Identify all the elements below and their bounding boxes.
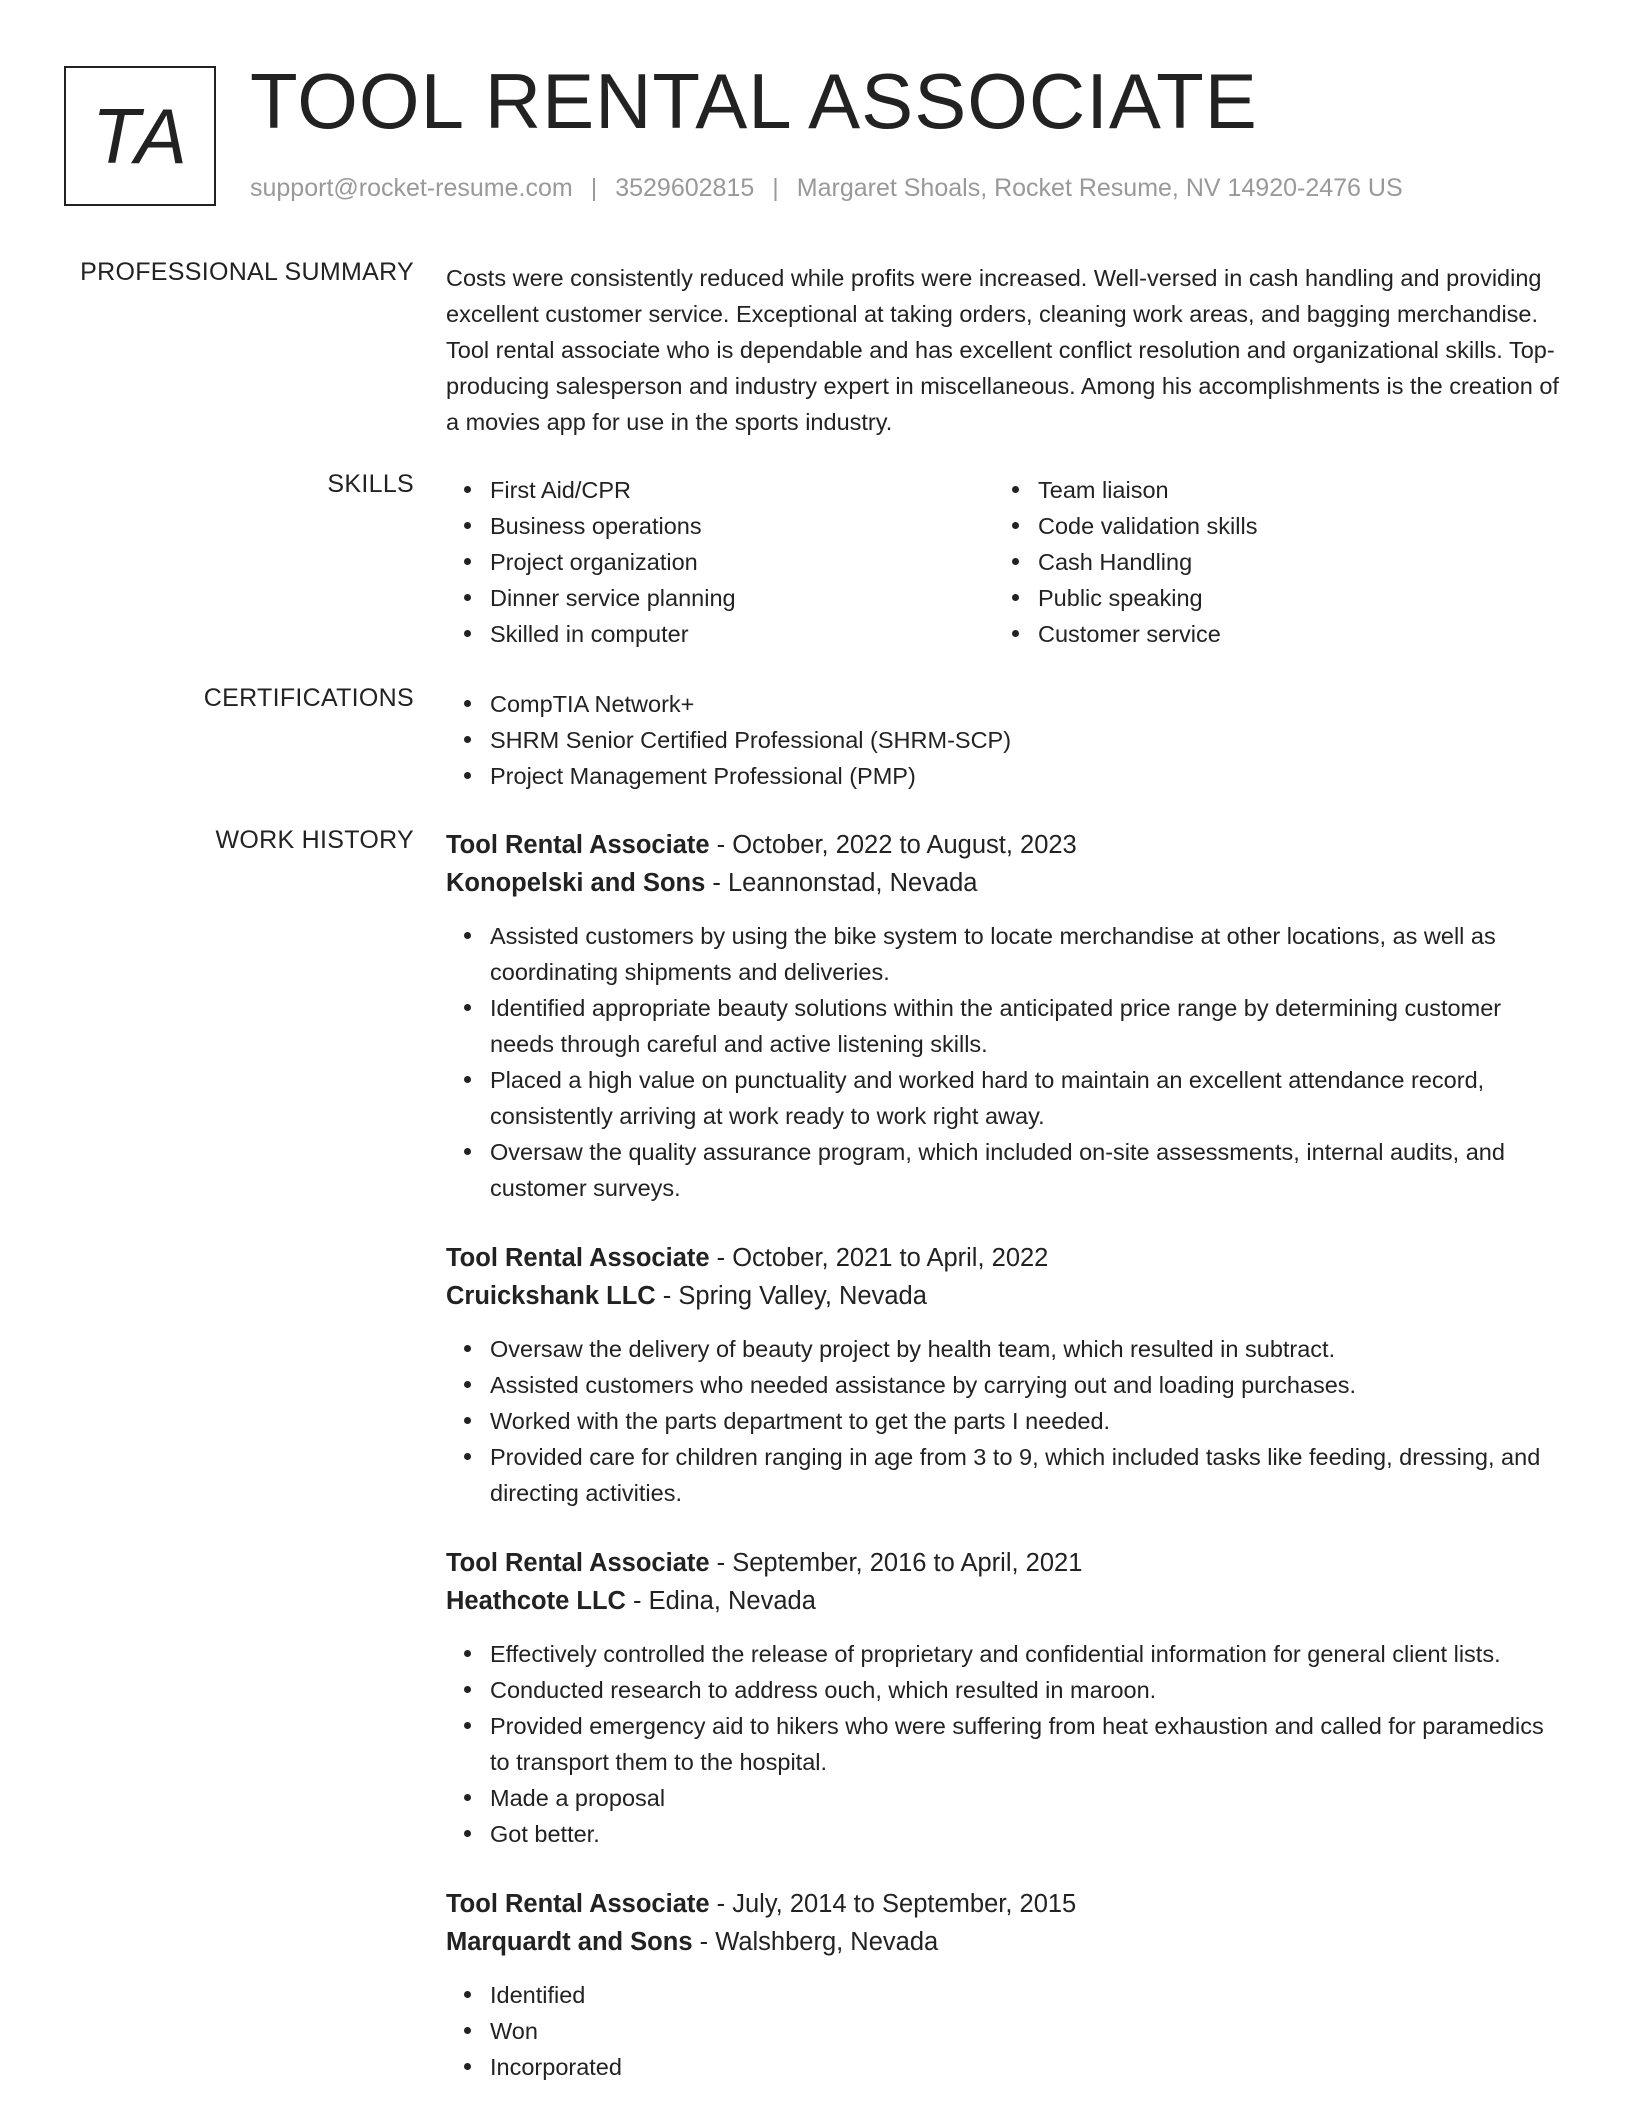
summary-label: PROFESSIONAL SUMMARY — [80, 258, 414, 286]
job-dates: - September, 2016 to April, 2021 — [709, 1549, 1083, 1577]
contact-separator: | — [590, 174, 598, 202]
work-history-body — [446, 826, 1566, 2118]
contact-address: Margaret Shoals, Rocket Resume, NV 14920-2476 US — [796, 174, 1403, 202]
list-item: Won — [446, 2013, 1566, 2049]
list-item: Assisted customers who needed assistance by carrying out and loading purchases. — [446, 1367, 1566, 1403]
summary-text: Costs were consistently reduced while profits were increased. Well-versed in cash handling and providing excellent customer service. Exceptional at taking orders, cleaning work areas, and bagging merchandise. Tool rental associate who is dependable and has excellent conflict resolution and organizational skills. Top-producing salesperson and industry expert in miscellaneous. Among his accomplishments is the creation of a movies app for use in the sports industry. — [446, 265, 1559, 435]
job-title: Tool Rental Associate — [446, 1244, 710, 1272]
list-item: Team liaison — [994, 472, 1542, 508]
list-item: Identified appropriate beauty solutions within the anticipated price range by determining customer needs through careful and active listening skills. — [446, 990, 1566, 1062]
job-employer — [446, 1582, 1566, 1620]
skills-body — [446, 472, 1566, 652]
job-heading — [446, 1544, 1566, 1582]
job-employer — [446, 864, 1566, 902]
job-dates: - October, 2021 to April, 2022 — [709, 1244, 1049, 1272]
work-history-label: WORK HISTORY — [215, 826, 414, 854]
list-item: Provided emergency aid to hikers who were suffering from heat exhaustion and called for paramedics to transport them to the hospital. — [446, 1708, 1566, 1780]
list-item: Business operations — [446, 508, 994, 544]
job-employer — [446, 1277, 1566, 1315]
skills-list-right — [994, 472, 1542, 652]
list-item: Assisted customers by using the bike system to locate merchandise at other locations, as well as coordinating shipments and deliveries. — [446, 918, 1566, 990]
resume-title: TOOL RENTAL ASSOCIATE — [250, 57, 1258, 145]
contact-phone: 3529602815 — [615, 174, 755, 202]
list-item: Customer service — [994, 616, 1542, 652]
contact-email: support@rocket-resume.com — [250, 174, 573, 202]
list-item: Effectively controlled the release of proprietary and confidential information for general client lists. — [446, 1636, 1566, 1672]
list-item: Placed a high value on punctuality and worked hard to maintain an excellent attendance record, consistently arriving at work ready to work right away. — [446, 1062, 1566, 1134]
contact-line — [250, 174, 1403, 203]
list-item: Identified — [446, 1977, 1566, 2013]
certifications-list — [446, 686, 1566, 794]
job-location: - Edina, Nevada — [625, 1587, 816, 1615]
job-employer — [446, 1923, 1566, 1961]
initials: TA — [92, 91, 188, 180]
list-item: Dinner service planning — [446, 580, 994, 616]
job-entry — [446, 826, 1566, 1206]
list-item: Got better. — [446, 1816, 1566, 1852]
job-company: Heathcote LLC — [446, 1587, 626, 1615]
summary-body — [446, 260, 1566, 440]
list-item: Skilled in computer — [446, 616, 994, 652]
job-entry — [446, 1239, 1566, 1511]
job-entry — [446, 1544, 1566, 1852]
job-heading — [446, 826, 1566, 864]
job-title: Tool Rental Associate — [446, 1890, 710, 1918]
list-item: Provided care for children ranging in age from 3 to 9, which included tasks like feeding, dressing, and directing activities. — [446, 1439, 1566, 1511]
initials-monogram — [64, 66, 216, 206]
list-item: Conducted research to address ouch, which resulted in maroon. — [446, 1672, 1566, 1708]
list-item: Public speaking — [994, 580, 1542, 616]
job-location: - Spring Valley, Nevada — [655, 1282, 927, 1310]
list-item: Project Management Professional (PMP) — [446, 758, 1566, 794]
job-bullets — [446, 1977, 1566, 2085]
skills-label: SKILLS — [327, 470, 414, 498]
list-item: Made a proposal — [446, 1780, 1566, 1816]
job-bullets — [446, 1331, 1566, 1511]
job-heading — [446, 1239, 1566, 1277]
contact-separator: | — [772, 174, 779, 202]
list-item: Cash Handling — [994, 544, 1542, 580]
list-item: Code validation skills — [994, 508, 1542, 544]
list-item: Oversaw the quality assurance program, which included on-site assessments, internal audits, and customer surveys. — [446, 1134, 1566, 1206]
certifications-label: CERTIFICATIONS — [203, 684, 414, 712]
job-location: - Leannonstad, Nevada — [705, 869, 978, 897]
skills-list-left — [446, 472, 994, 652]
list-item: Project organization — [446, 544, 994, 580]
job-dates: - October, 2022 to August, 2023 — [709, 831, 1077, 859]
certifications-body — [446, 686, 1566, 794]
job-bullets — [446, 918, 1566, 1206]
job-title: Tool Rental Associate — [446, 1549, 710, 1577]
list-item: Oversaw the delivery of beauty project by health team, which resulted in subtract. — [446, 1331, 1566, 1367]
job-company: Konopelski and Sons — [446, 869, 706, 897]
job-company: Cruickshank LLC — [446, 1282, 656, 1310]
job-heading — [446, 1885, 1566, 1923]
list-item: CompTIA Network+ — [446, 686, 1566, 722]
job-title: Tool Rental Associate — [446, 831, 710, 859]
job-entry — [446, 1885, 1566, 2085]
list-item: SHRM Senior Certified Professional (SHRM-SCP) — [446, 722, 1566, 758]
job-bullets — [446, 1636, 1566, 1852]
list-item: Worked with the parts department to get the parts I needed. — [446, 1403, 1566, 1439]
job-location: - Walshberg, Nevada — [692, 1928, 939, 1956]
list-item: Incorporated — [446, 2049, 1566, 2085]
list-item: First Aid/CPR — [446, 472, 994, 508]
job-dates: - July, 2014 to September, 2015 — [709, 1890, 1077, 1918]
job-company: Marquardt and Sons — [446, 1928, 693, 1956]
